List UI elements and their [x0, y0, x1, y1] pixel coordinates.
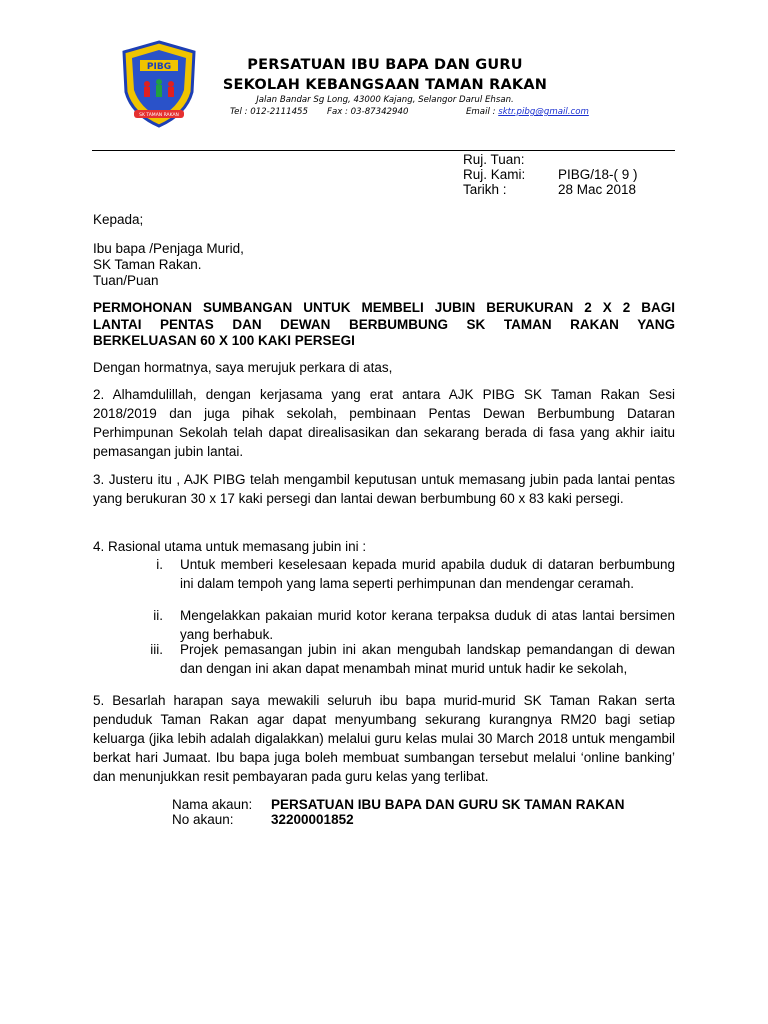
logo-text: PIBG: [146, 62, 172, 72]
ruj-tuan-row: [463, 152, 558, 167]
tarikh-label: Tarikh :: [463, 182, 507, 197]
school-name: SEKOLAH KEBANGSAAN TAMAN RAKAN: [222, 77, 548, 93]
telephone: Tel : 012-2111455: [230, 107, 308, 117]
paragraph-3: 3. Justeru itu , AJK PIBG telah mengambil keputusan untuk memasang jubin pada lantai pentas yang berukuran 30 x 17 kaki persegi dan lantai dewan berbumbung 60 x 83 kaki persegi.: [93, 472, 675, 506]
subject-line-2: LANTAI PENTAS DAN DEWAN BERBUMBUNG SK TAMAN RAKAN YANG: [93, 316, 675, 332]
ruj-kami-row: [463, 167, 638, 182]
subject-line-1: PERMOHONAN SUMBANGAN UNTUK MEMBELI JUBIN BERUKURAN 2 X 2 BAGI: [93, 300, 675, 315]
recipient-line-1: Ibu bapa /Penjaga Murid,: [93, 241, 244, 256]
account-name-label: Nama akaun:: [172, 797, 253, 812]
list-item-text: Mengelakkan pakaian murid kotor kerana terpaksa duduk di atas lantai bersimen yang berhabuk.: [180, 608, 675, 642]
school-address: Jalan Bandar Sg Long, 43000 Kajang, Selangor Darul Ehsan.: [256, 95, 514, 105]
recipient-line-3: Tuan/Puan: [93, 273, 159, 288]
fax: Fax : 03-87342940: [327, 107, 409, 117]
account-number-label: No akaun:: [172, 812, 234, 827]
list-item-number: iii.: [150, 642, 163, 657]
subject: [93, 300, 675, 350]
recipient-line-2: SK Taman Rakan.: [93, 257, 202, 272]
pibg-logo: [120, 40, 198, 130]
paragraph-5: 5. Besarlah harapan saya mewakili seluruh ibu bapa murid-murid SK Taman Rakan serta penduduk Taman Rakan agar dapat menyumbang sekurang kurangnya RM20 bagi setiap keluarga (jika lebih adalah digalakkan) melalui guru kelas mulai 30 March 2018 untuk mengambil berkat hari Jumaat. Ibu bapa juga boleh membuat sumbangan tersebut melalui ‘online banking’ dan menunjukkan resit pembayaran pada guru kelas yang terlibat.: [93, 693, 675, 784]
email-label: Email :: [466, 107, 496, 117]
org-name: PERSATUAN IBU BAPA DAN GURU: [247, 57, 523, 73]
ruj-kami-value: PIBG/18-( 9 ): [558, 167, 638, 182]
email-row: [466, 107, 589, 117]
list-item-number: ii.: [153, 608, 163, 623]
greeting: Dengan hormatnya, saya merujuk perkara di atas,: [93, 360, 393, 375]
list-item-number: i.: [156, 557, 163, 572]
tarikh-value: 28 Mac 2018: [558, 182, 637, 197]
list-item-text: Projek pemasangan jubin ini akan mengubah landskap pemandangan di dewan dan dengan ini akan dapat menambah minat murid untuk hadir ke sekolah,: [180, 642, 675, 676]
paragraph-4-intro: 4. Rasional utama untuk memasang jubin ini :: [93, 539, 367, 554]
account-number-value: 32200001852: [271, 812, 354, 827]
email-link[interactable]: sktr.pibg@gmail.com: [498, 107, 589, 117]
recipient-block: [93, 241, 675, 289]
kepada: Kepada;: [93, 212, 144, 227]
list-item-text: Untuk memberi keselesaan kepada murid apabila duduk di dataran berbumbung ini dalam tempoh yang lama seperti perhimpunan dan mendengar ceramah.: [180, 557, 675, 591]
tarikh-row: [463, 182, 636, 197]
account-number-row: [172, 812, 354, 828]
subject-line-3: BERKELUASAN 60 X 100 KAKI PERSEGI: [93, 333, 355, 348]
letterhead: [0, 0, 768, 150]
ruj-kami-label: Ruj. Kami:: [463, 167, 526, 182]
ruj-tuan-label: Ruj. Tuan:: [463, 152, 525, 167]
paragraph-2: 2. Alhamdulillah, dengan kerjasama yang erat antara AJK PIBG SK Taman Rakan Sesi 2018/2019 dan juga pihak sekolah, pembinaan Pentas Dewan Berbumbung Dataran Perhimpunan Sekolah telah dapat direalisasikan dan sekarang berada di fasa yang akhir iaitu pemasangan jubin lantai.: [93, 387, 675, 459]
account-name-row: [172, 797, 625, 813]
account-name-value: PERSATUAN IBU BAPA DAN GURU SK TAMAN RAKAN: [271, 797, 625, 812]
header-divider: [92, 150, 675, 151]
logo-motto: SK TAMAN RAKAN: [139, 113, 179, 118]
